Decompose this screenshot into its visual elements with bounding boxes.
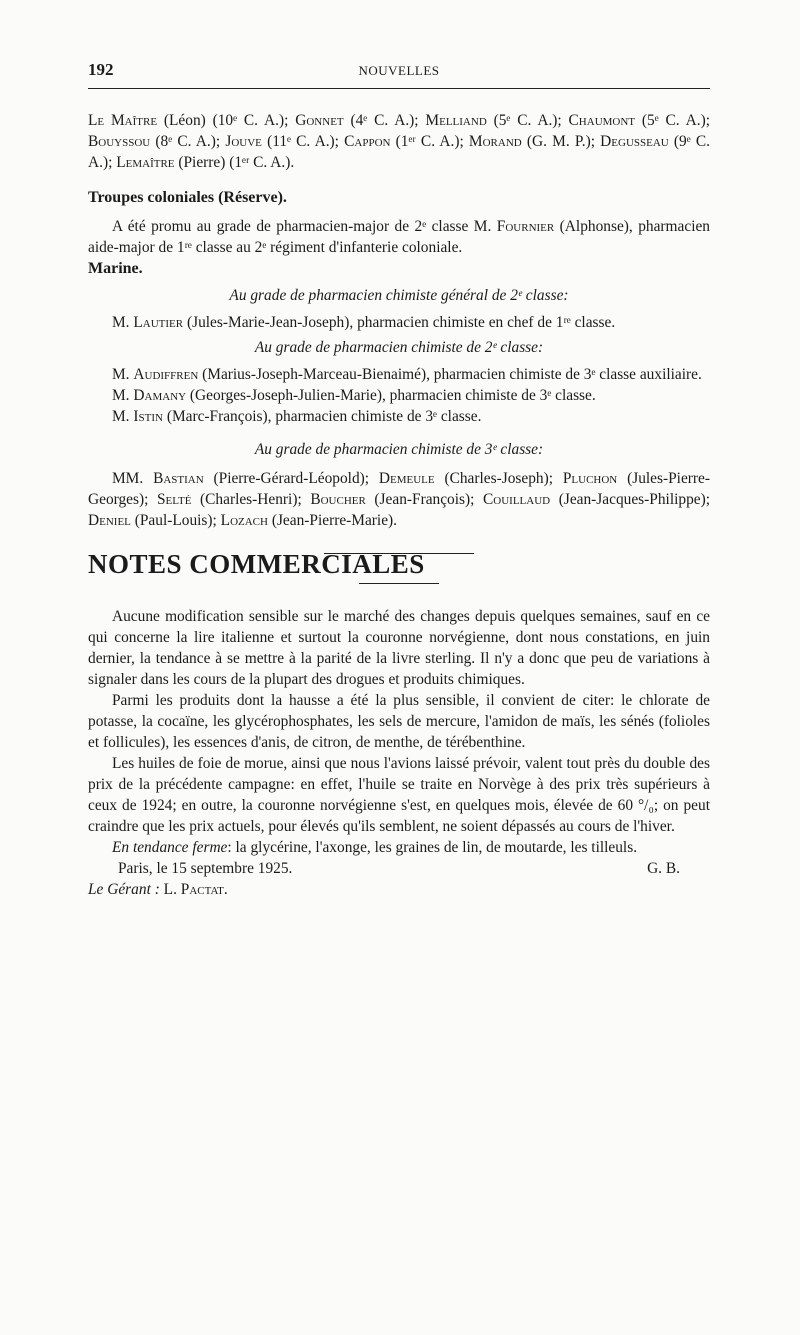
section-heading-troupes: Troupes coloniales (Réserve).	[88, 189, 287, 206]
page-content	[88, 110, 710, 900]
marine-entry-3: M. Damany (Georges-Joseph-Julien-Marie), pharmacien chimiste de 3ᵉ classe.	[112, 387, 596, 404]
dateline	[88, 858, 710, 879]
marine-entry-1: M. Lautier (Jules-Marie-Jean-Joseph), pharmacien chimiste en chef de 1ʳᵉ classe.	[112, 314, 616, 331]
marine-entry-4: M. Istin (Marc-François), pharmacien chimiste de 3ᵉ classe.	[112, 408, 482, 425]
author-initials: G. B.	[647, 860, 680, 877]
section-heading-marine: Marine.	[88, 260, 143, 277]
marine-entry-5: MM. Bastian (Pierre-Gérard-Léopold); Demeule (Charles-Joseph); Pluchon (Jules-Pierre-Georges); Selté (Charles-Henri); Boucher (Jean-François); Couillaud (Jean-Jacques-Philippe); Deniel (Paul-Louis); Lozach (Jean-Pierre-Marie).	[88, 470, 710, 529]
marine-subheading-1: Au grade de pharmacien chimiste général de 2ᵉ classe:	[229, 287, 569, 304]
gerant-line: Le Gérant : L. Pactat.	[88, 881, 228, 898]
header-rule	[88, 88, 710, 89]
notes-title: NOTES COMMERCIALES	[88, 549, 425, 579]
list-paragraph-1: Le Maître (Léon) (10ᵉ C. A.); Gonnet (4ᵉ C. A.); Melliand (5ᵉ C. A.); Chaumont (5ᵉ C. A.); Bouyssou (8ᵉ C. A.); Jouve (11ᵉ C. A.); Cappon (1ᵉʳ C. A.); Morand (G. M. P.); Degusseau (9ᵉ C. A.); Lemaître (Pierre) (1ᵉʳ C. A.).	[88, 112, 710, 171]
marine-subheading-2: Au grade de pharmacien chimiste de 2ᵉ classe:	[254, 339, 544, 356]
troupes-paragraph: A été promu au grade de pharmacien-major de 2ᵉ classe M. Fournier (Alphonse), pharmacien aide-major de 1ʳᵉ classe au 2ᵉ régiment d'infanterie coloniale.	[88, 218, 710, 256]
date-place: Paris, le 15 septembre 1925.	[118, 860, 293, 877]
notes-paragraph-4: En tendance ferme: la glycérine, l'axonge, les graines de lin, de moutarde, les tilleuls.	[112, 839, 638, 856]
page-number: 192	[88, 60, 114, 79]
marine-subheading-3: Au grade de pharmacien chimiste de 3ᵉ classe:	[254, 441, 544, 458]
notes-paragraph-2: Parmi les produits dont la hausse a été la plus sensible, il convient de citer: le chlorate de potasse, la cocaïne, les glycérophosphates, les sels de mercure, l'amidon de maïs, les sénés (folioles et follicules), les essences d'anis, de citron, de menthe, de térébenthine.	[88, 692, 710, 751]
running-title: NOUVELLES	[358, 63, 440, 78]
marine-entry-2: M. Audiffren (Marius-Joseph-Marceau-Bienaimé), pharmacien chimiste de 3ᵉ classe auxiliaire.	[112, 366, 702, 383]
notes-paragraph-1: Aucune modification sensible sur le marché des changes depuis quelques semaines, sauf en ce qui concerne la lire italienne et surtout la couronne norvégienne, dont nous constations, en juin dernier, la tendance à se mettre à la parité de la livre sterling. Il n'y a donc que peu de variations à signaler dans les cours de la plupart des drogues et produits chimiques.	[88, 608, 710, 688]
notes-paragraph-3: Les huiles de foie de morue, ainsi que nous l'avions laissé prévoir, valent tout près du double des prix de la précédente campagne: en effet, l'huile se traite en Norvège à des prix très supérieurs à ceux de 1924; en outre, la couronne norvégienne s'est, en quelques mois, élevée de 60 °/₀; on peut craindre que les prix actuels, pour élevés qu'ils semblent, ne soient dépassés au cours de l'hiver.	[88, 755, 710, 835]
page-header	[88, 60, 710, 84]
title-underline	[359, 583, 439, 584]
